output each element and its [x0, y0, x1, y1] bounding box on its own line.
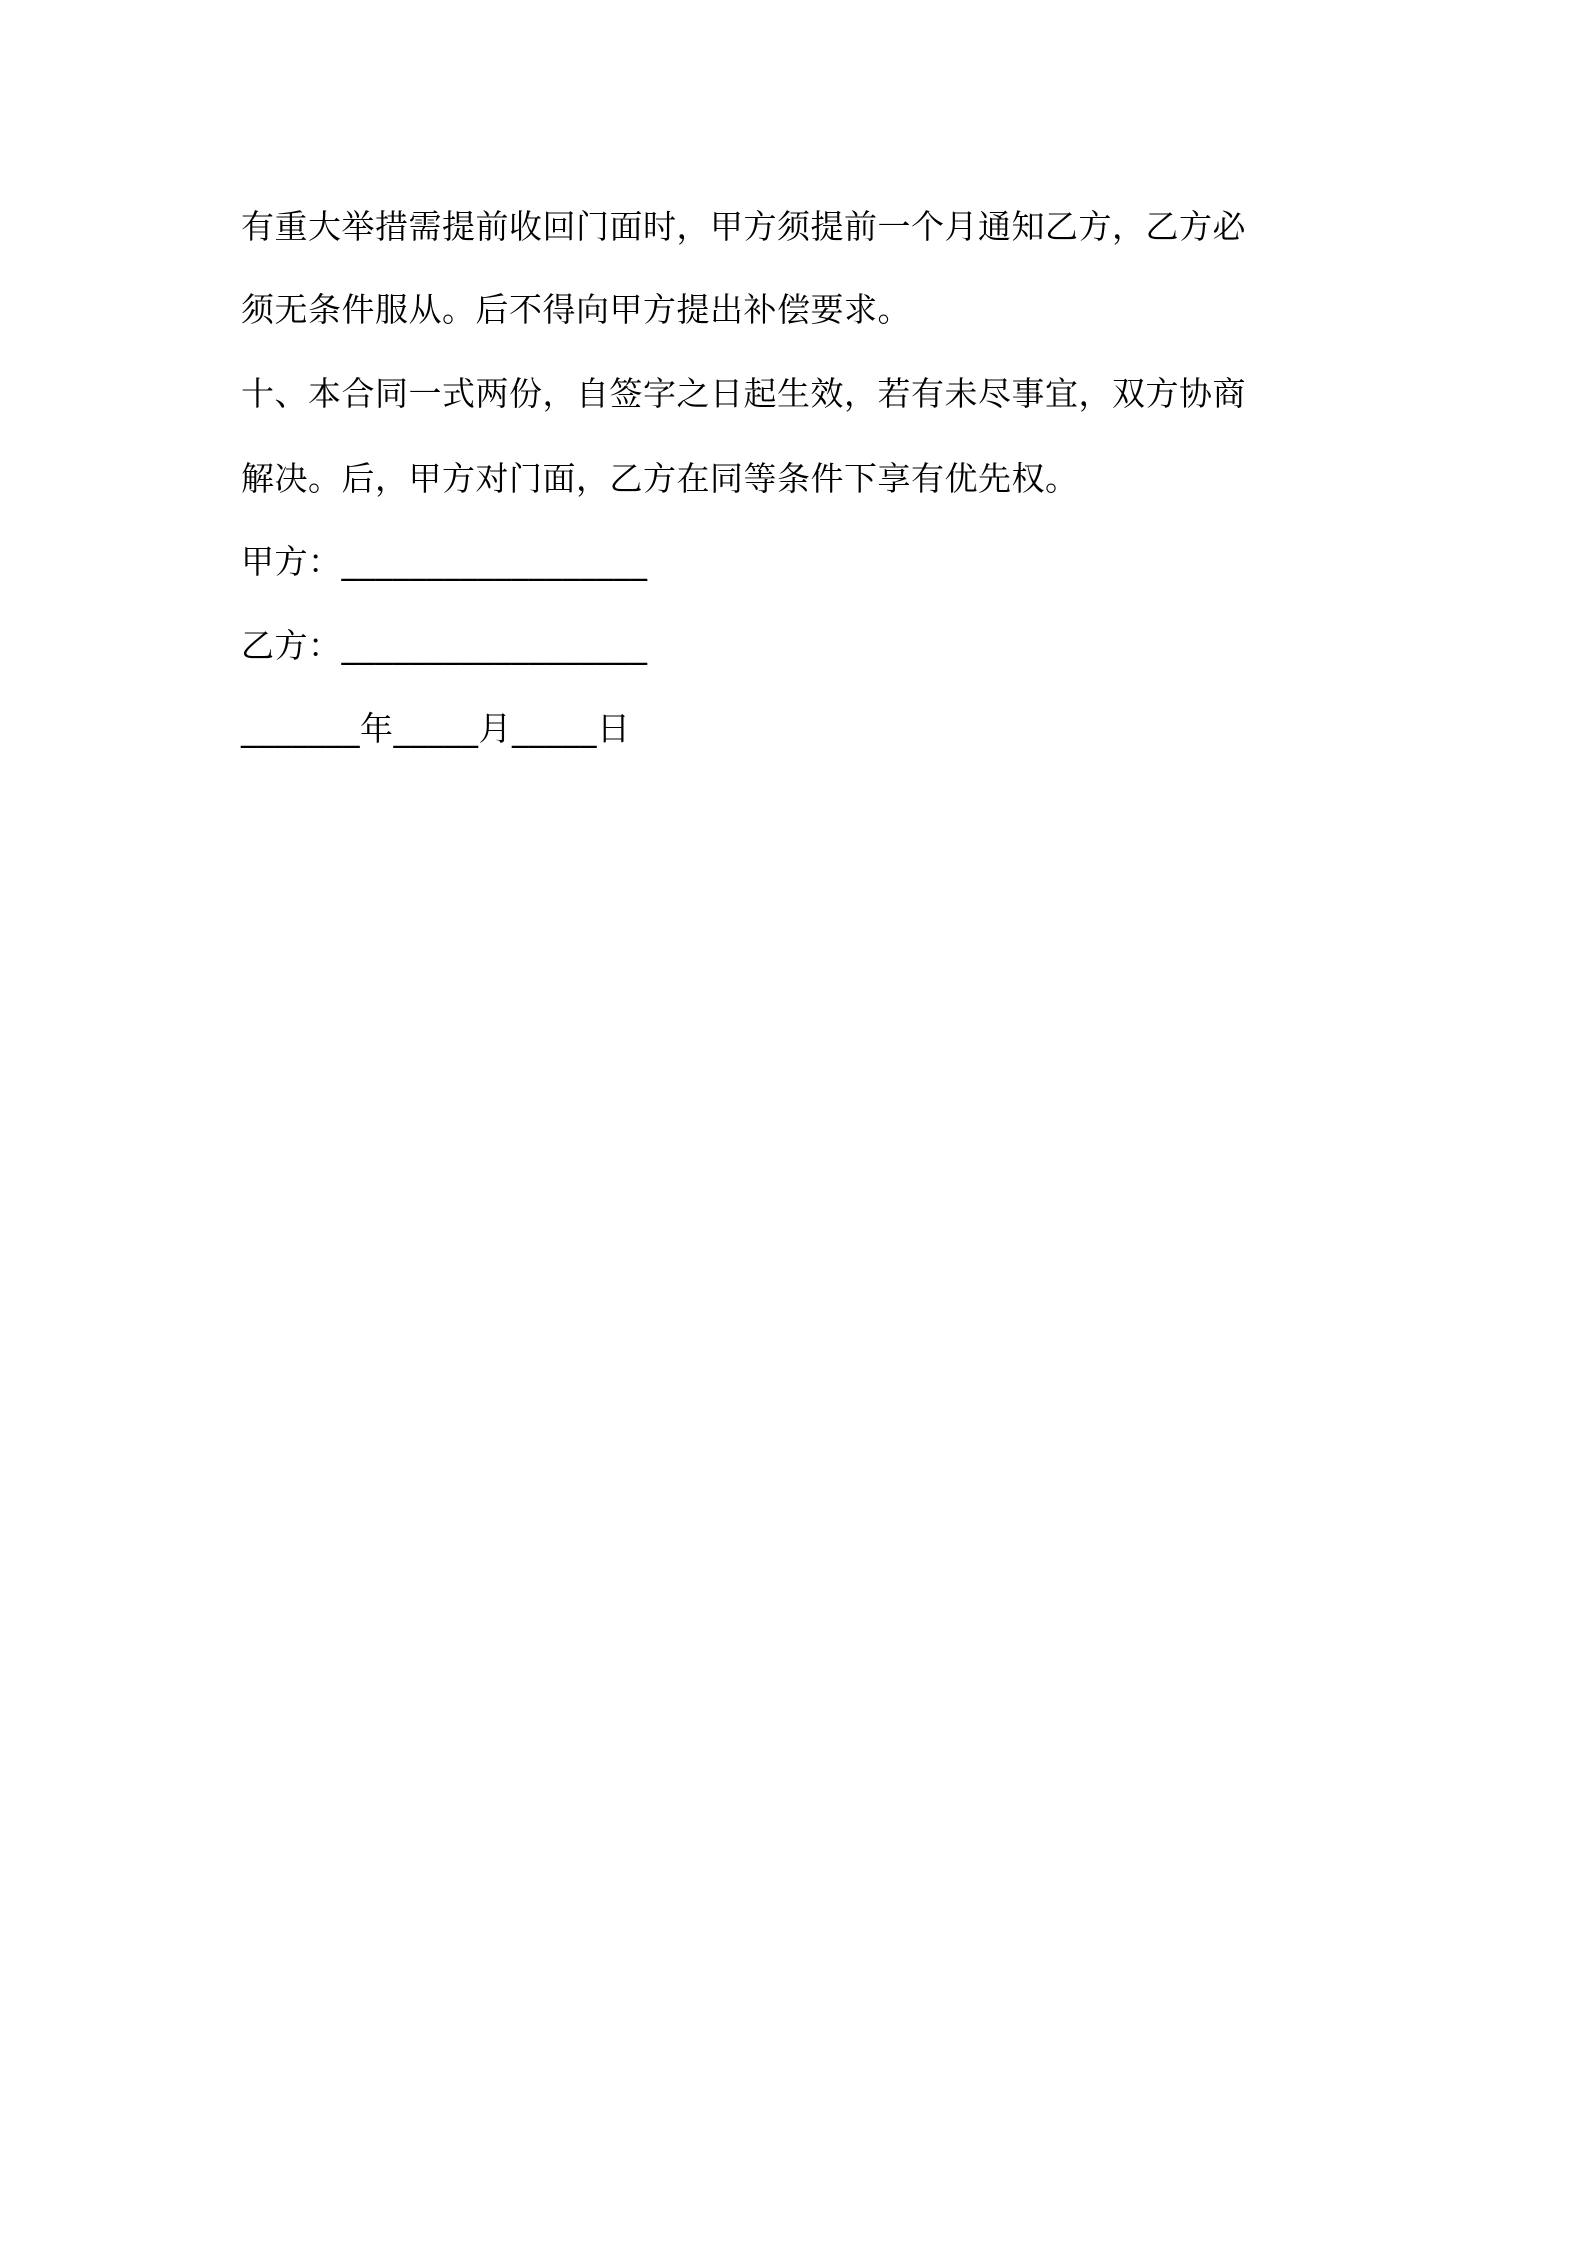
- clause-ten-line: 十、本合同一式两份，自签字之日起生效，若有未尽事宜，双方协商: [241, 374, 1246, 413]
- clause-ten-line: 解决。后，甲方对门面，乙方在同等条件下享有优先权。: [241, 459, 1079, 498]
- party-a-signature-line: 甲方：__________________: [241, 542, 648, 581]
- paragraph-line: 须无条件服从。后不得向甲方提出补偿要求。: [241, 290, 911, 329]
- paragraph-line: 有重大举措需提前收回门面时，甲方须提前一个月通知乙方，乙方必: [241, 207, 1246, 246]
- party-b-signature-line: 乙方：__________________: [241, 626, 648, 665]
- date-line: _______年_____月_____日: [241, 709, 631, 748]
